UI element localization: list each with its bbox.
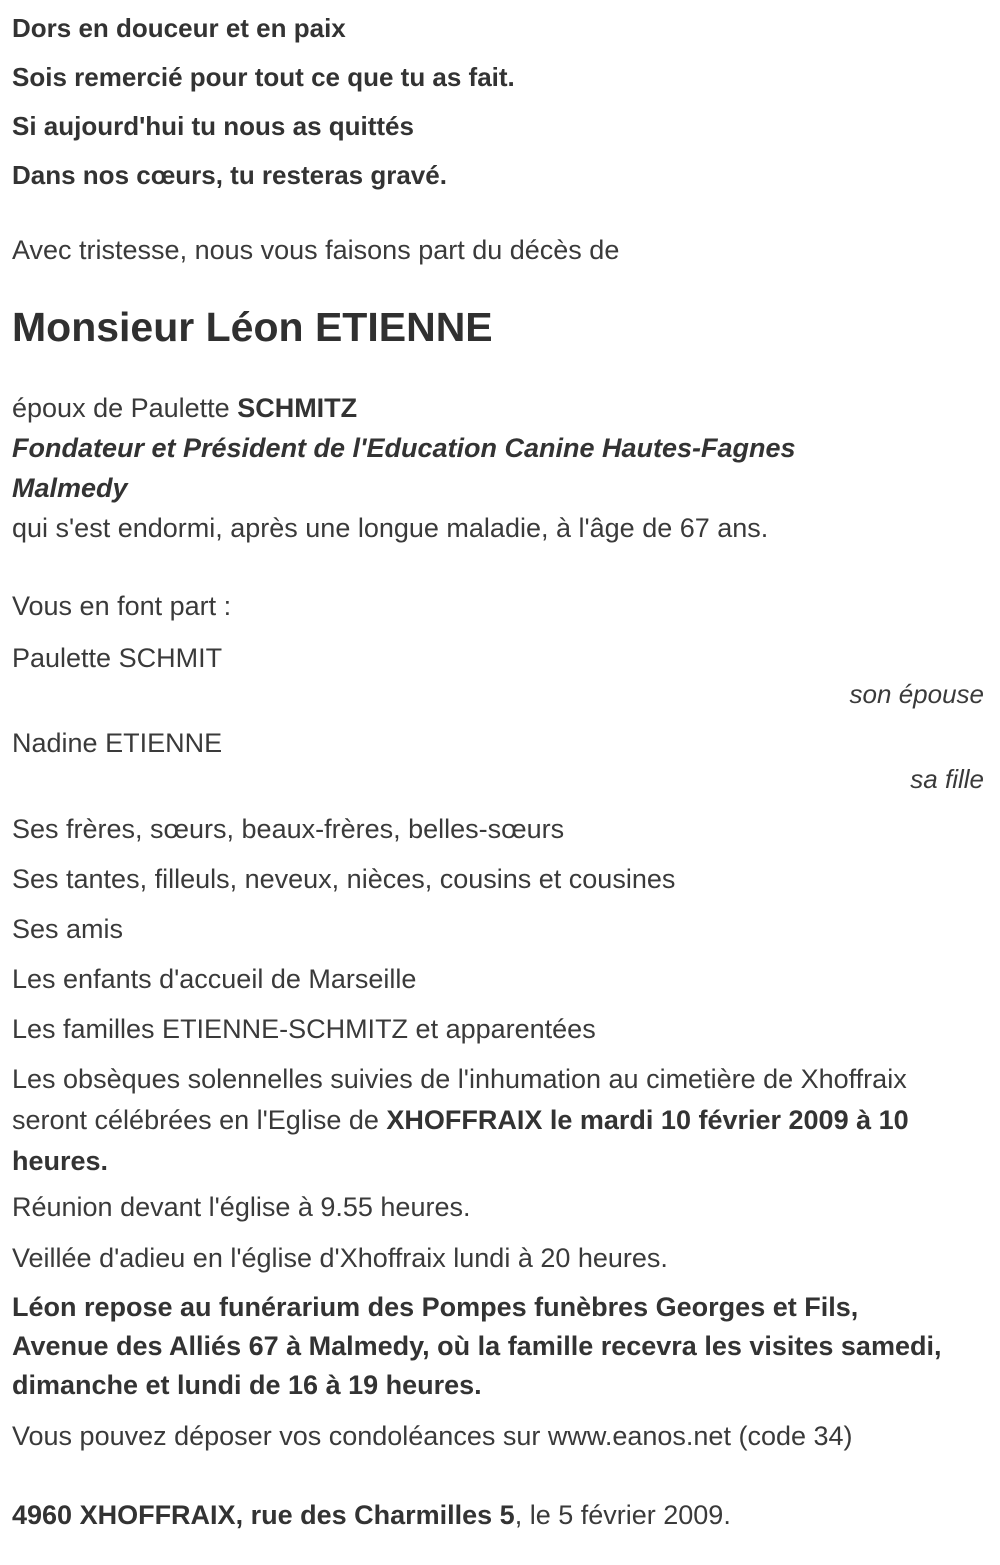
condolences-line: Vous pouvez déposer vos condoléances sur www.eanos.net (code 34) [12,1421,853,1451]
footer-line [12,1495,986,1536]
other-announcers-list [12,809,986,1049]
announcer-line: Ses amis [12,914,124,944]
footer-address: 4960 XHOFFRAIX, rue des Charmilles 5 [12,1500,515,1530]
announcer-line: Ses tantes, filleuls, neveux, nièces, cousins et cousines [12,864,676,894]
deceased-name: Monsieur Léon ETIENNE [12,304,493,350]
epigraph-line-3: Si aujourd'hui tu nous as quittés [12,111,414,141]
spouse-name: SCHMITZ [237,393,358,423]
footer-date: , le 5 février 2009. [514,1500,731,1530]
funerarium-paragraph: Léon repose au funérarium des Pompes funèbres Georges et Fils, Avenue des Alliés 67 à Malmedy, où la famille recevra les visites samedi, dimanche et lundi de 16 à 19 heures. [12,1292,942,1400]
honorific-title: Fondateur et Président de l'Education Canine Hautes-Fagnes Malmedy [12,433,796,503]
ceremony-paragraph [12,1059,952,1182]
vigil-line: Veillée d'adieu en l'église d'Xhoffraix lundi à 20 heures. [12,1243,668,1273]
relative-name: Nadine ETIENNE [12,728,223,758]
relative-name: Paulette SCHMIT [12,643,223,673]
death-statement: qui s'est endormi, après une longue maladie, à l'âge de 67 ans. [12,513,769,543]
ceremony-datetime: XHOFFRAIX le mardi 10 février 2009 à 10 heures. [12,1105,909,1176]
spouse-line-prefix: époux de Paulette [12,393,238,423]
ceremony-text: Les obsèques solennelles suivies de l'inhumation au cimetière de Xhoffraix seront célébrées en l'Eglise de [12,1064,907,1135]
announcers-header: Vous en font part : [12,591,232,621]
relative-relation: son épouse [849,679,984,709]
relatives-list [12,638,986,796]
announcer-line: Les enfants d'accueil de Marseille [12,964,417,994]
announcer-line: Ses frères, sœurs, beaux-frères, belles-sœurs [12,814,565,844]
deceased-details [12,388,986,548]
epigraph [12,4,986,200]
epigraph-line-1: Dors en douceur et en paix [12,13,346,43]
relative-relation: sa fille [910,764,984,794]
spouse-line [12,388,986,428]
announcer-line: Les familles ETIENNE-SCHMITZ et apparentées [12,1014,596,1044]
epigraph-line-4: Dans nos cœurs, tu resteras gravé. [12,160,447,190]
meeting-line: Réunion devant l'église à 9.55 heures. [12,1192,471,1222]
epigraph-line-2: Sois remercié pour tout ce que tu as fait. [12,62,515,92]
announcement-intro: Avec tristesse, nous vous faisons part du décès de [12,235,620,265]
